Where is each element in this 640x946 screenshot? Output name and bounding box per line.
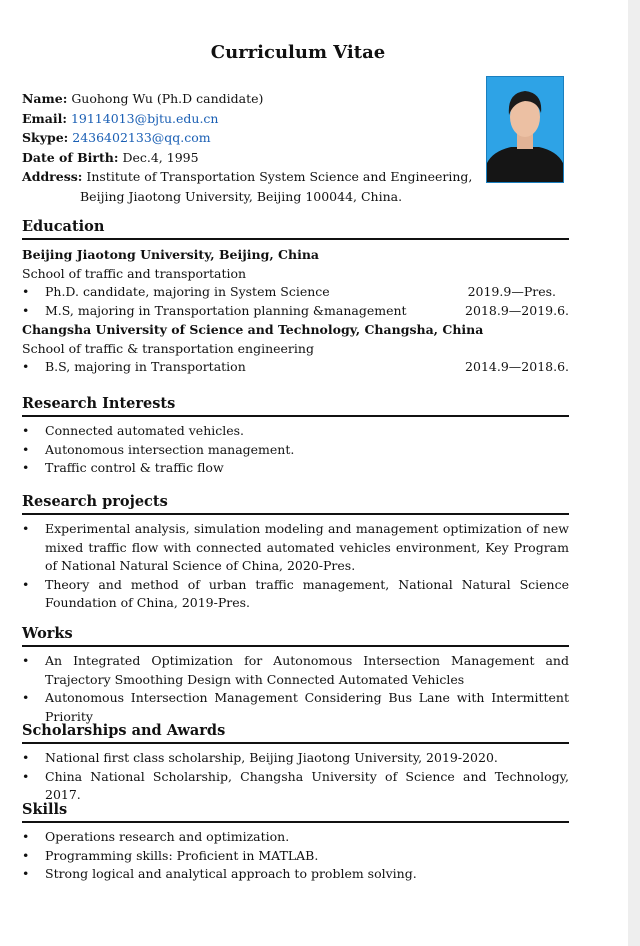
research-projects-section xyxy=(22,493,569,613)
skype-row xyxy=(22,128,472,148)
address-line1: Institute of Transportation System Science and Engineering, xyxy=(86,169,473,184)
degree-text: • M.S, majoring in Transportation planning &management xyxy=(45,302,407,318)
education-section xyxy=(22,218,569,377)
dob-value: Dec.4, 1995 xyxy=(122,149,199,165)
degree-text: • Ph.D. candidate, majoring in System Science xyxy=(45,284,330,299)
research-projects-heading: Research projects xyxy=(22,493,569,515)
page-edge xyxy=(628,0,640,946)
school2-name: Changsha University of Science and Technology, Changsha, China xyxy=(22,322,484,337)
list-item: • Autonomous Intersection Management Considering Bus Lane with Intermittent Priority xyxy=(22,689,569,726)
list-item: • Strong logical and analytical approach to problem solving. xyxy=(22,865,569,884)
research-interests-heading: Research Interests xyxy=(22,395,569,417)
profile-photo xyxy=(486,76,564,183)
education-heading: Education xyxy=(22,218,569,240)
personal-info xyxy=(22,89,472,206)
person-photo-icon xyxy=(487,77,563,182)
name-value: Guohong Wu (Ph.D candidate) xyxy=(71,91,264,106)
skype-value[interactable]: 2436402133@qq.com xyxy=(72,130,211,145)
email-label: Email: xyxy=(22,110,67,126)
skills-section xyxy=(22,801,569,884)
school1-name: Beijing Jiaotong University, Beijing, China xyxy=(22,247,320,262)
email-row xyxy=(22,109,472,129)
awards-section xyxy=(22,722,569,805)
list-item: • Programming skills: Proficient in MATLAB. xyxy=(22,847,569,866)
list-item: • An Integrated Optimization for Autonomous Intersection Management and Trajectory Smoothing Design with Connected Automated Vehicles xyxy=(22,652,569,689)
name-label: Name: xyxy=(22,91,68,106)
address-row xyxy=(22,167,472,187)
list-item: • National first class scholarship, Beijing Jiaotong University, 2019-2020. xyxy=(22,749,569,768)
email-link[interactable]: 19114013@bjtu.edu.cn xyxy=(70,110,219,126)
address-line2: Beijing Jiaotong University, Beijing 100044, China. xyxy=(80,188,403,204)
school1-dept: School of traffic and transportation xyxy=(22,266,247,281)
degree-date: 2019.9—Pres. xyxy=(467,284,556,299)
dob-label: Date of Birth: xyxy=(22,149,119,165)
page-title: Curriculum Vitae xyxy=(210,42,386,63)
degree-item xyxy=(22,302,569,321)
research-interests-section xyxy=(22,395,569,478)
list-item: • Traffic control & traffic flow xyxy=(22,459,569,478)
address-label: Address: xyxy=(22,169,83,184)
school2-dept: School of traffic & transportation engineering xyxy=(22,341,314,356)
name-row xyxy=(22,89,472,109)
awards-heading: Scholarships and Awards xyxy=(22,722,569,744)
list-item: • China National Scholarship, Changsha University of Science and Technology, 2017. xyxy=(22,768,569,805)
list-item: • Operations research and optimization. xyxy=(22,828,569,847)
list-item: • Theory and method of urban traffic management, National Natural Science Foundation of China, 2019-Pres. xyxy=(22,576,569,613)
works-heading: Works xyxy=(22,625,569,647)
list-item: • Connected automated vehicles. xyxy=(22,422,569,441)
degree-item xyxy=(22,358,569,377)
skype-label: Skype: xyxy=(22,130,69,145)
list-item: • Experimental analysis, simulation modeling and management optimization of new mixed traffic flow with connected automated vehicles environment, Key Program of National Natural Science of China, 2020-Pres. xyxy=(22,520,569,576)
degree-text: • B.S, majoring in Transportation xyxy=(45,359,246,374)
skills-heading: Skills xyxy=(22,801,569,823)
degree-date: 2018.9—2019.6. xyxy=(465,302,569,318)
list-item: • Autonomous intersection management. xyxy=(22,441,569,460)
degree-item xyxy=(22,283,569,302)
dob-row xyxy=(22,148,472,168)
works-section xyxy=(22,625,569,726)
degree-date: 2014.9—2018.6. xyxy=(465,359,569,374)
